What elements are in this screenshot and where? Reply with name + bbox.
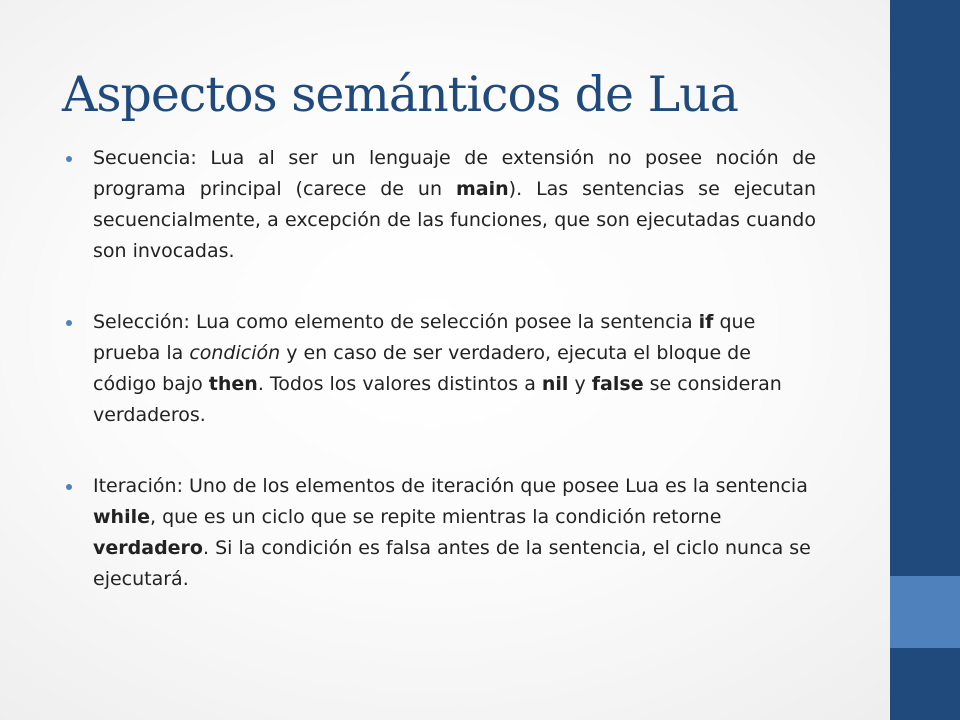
bullet-text-run: . Todos los valores distintos a (257, 373, 542, 395)
bullet-text-run: Secuencia: Lua al ser un lenguaje de extensión no posee noción de programa principal (carece de un (93, 147, 816, 200)
bullet-text-run: . Si la condición es falsa antes de la sentencia, el ciclo nunca se ejecutará. (93, 537, 811, 590)
bullet-text (93, 147, 816, 262)
bullet-keyword: while (93, 506, 150, 528)
sidebar-decoration-bottom (890, 648, 960, 720)
bullet-secuencia (66, 143, 816, 267)
bullet-keyword: then (208, 373, 258, 395)
bullet-keyword: main (455, 178, 509, 200)
bullet-text (93, 311, 782, 426)
bullet-text (93, 475, 811, 590)
bullet-text-run: y (568, 373, 592, 395)
sidebar-decoration-accent (890, 576, 960, 648)
bullet-text-run: Iteración: Uno de los elementos de iteración que posee Lua es la sentencia (93, 475, 808, 497)
bullet-seleccion (66, 307, 816, 431)
bullet-iteracion (66, 471, 816, 595)
slide-title: Aspectos semánticos de Lua (62, 66, 738, 123)
bullet-keyword: false (591, 373, 644, 395)
bullet-dot-icon (66, 320, 72, 326)
bullet-keyword: nil (541, 373, 569, 395)
bullet-dot-icon (66, 156, 72, 162)
bullet-list (66, 143, 816, 635)
bullet-text-run: que prueba la (93, 311, 756, 364)
bullet-keyword: condición (189, 342, 281, 364)
bullet-text-run: Selección: Lua como elemento de selección posee la sentencia (93, 311, 699, 333)
bullet-keyword: verdadero (93, 537, 203, 559)
bullet-text-run: y en caso de ser verdadero, ejecuta el bloque de código bajo (93, 342, 751, 395)
bullet-text-run: ). Las sentencias se ejecutan secuencialmente, a excepción de las funciones, que son ejecutadas cuando son invocadas. (93, 178, 817, 262)
bullet-dot-icon (66, 484, 72, 490)
bullet-text-run: se consideran verdaderos. (93, 373, 782, 426)
bullet-text-run: , que es un ciclo que se repite mientras la condición retorne (150, 506, 722, 528)
bullet-keyword: if (698, 311, 714, 333)
sidebar-decoration-top (890, 0, 960, 576)
